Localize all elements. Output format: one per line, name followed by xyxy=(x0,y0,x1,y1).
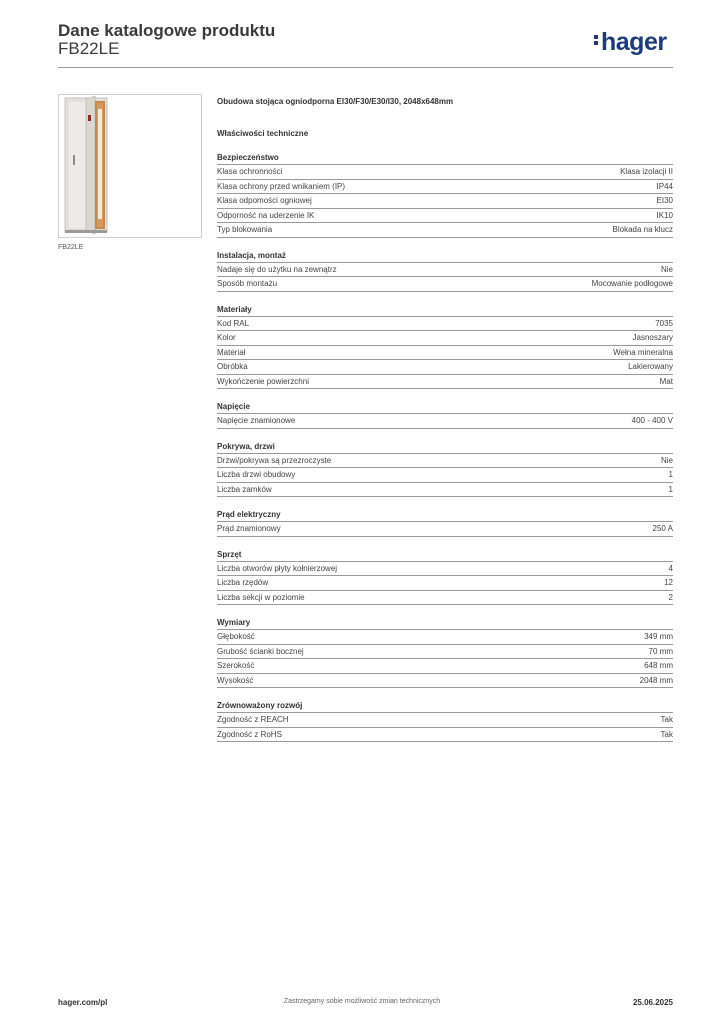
spec-row xyxy=(217,483,673,498)
spec-group-title: Prąd elektryczny xyxy=(217,509,673,522)
spec-row xyxy=(217,263,673,278)
spec-value: Nie xyxy=(660,264,673,274)
spec-label: Zgodność z RoHS xyxy=(217,729,282,739)
spec-row xyxy=(217,674,673,689)
spec-label: Szerokość xyxy=(217,661,255,670)
section-title: Właściwości techniczne xyxy=(217,129,309,138)
spec-label: Klasa ochronności xyxy=(217,167,283,176)
spec-value: Klasa izolacji II xyxy=(620,167,673,176)
spec-row xyxy=(217,165,673,180)
spec-row xyxy=(217,194,673,209)
product-code: FB22LE xyxy=(58,39,120,58)
spec-group-title: Napięcie xyxy=(217,401,673,414)
spec-row xyxy=(217,209,673,224)
spec-row xyxy=(217,659,673,674)
spec-label: Odporność na uderzenie IK xyxy=(217,210,315,220)
spec-group xyxy=(217,441,673,498)
spec-group-title: Materiały xyxy=(217,304,673,317)
footer-url[interactable]: hager.com/pl xyxy=(58,998,108,1007)
footer-note: Zastrzegamy sobie możliwość zmian technicznych xyxy=(283,998,441,1005)
spec-group-title: Wymiary xyxy=(217,617,673,630)
spec-group xyxy=(217,700,673,742)
spec-label: Napięcie znamionowe xyxy=(217,416,296,425)
spec-label: Materiał xyxy=(217,347,246,357)
spec-row xyxy=(217,414,673,429)
spec-label: Nadaje się do użytku na zewnątrz xyxy=(217,264,337,274)
spec-value: 648 mm xyxy=(644,661,673,670)
spec-group xyxy=(217,152,673,238)
spec-row xyxy=(217,728,673,743)
spec-value: 250 A xyxy=(652,524,673,533)
spec-value: Blokada na klucz xyxy=(612,225,673,234)
spec-label: Wykończenie powierzchni xyxy=(217,376,309,386)
spec-label: Prąd znamionowy xyxy=(217,524,281,533)
spec-content xyxy=(217,96,673,742)
spec-label: Typ blokowania xyxy=(217,225,273,234)
spec-label: Wysokość xyxy=(217,675,254,685)
spec-row xyxy=(217,454,673,469)
spec-row xyxy=(217,277,673,292)
spec-row xyxy=(217,645,673,660)
spec-row xyxy=(217,180,673,195)
spec-value: Tak xyxy=(660,715,673,724)
spec-row xyxy=(217,223,673,238)
spec-row xyxy=(217,317,673,332)
spec-value: 7035 xyxy=(655,318,673,328)
image-caption: FB22LE xyxy=(58,244,84,251)
spec-group-title: Zrównoważony rozwój xyxy=(217,700,673,713)
spec-row xyxy=(217,522,673,537)
spec-value: 1 xyxy=(668,484,673,494)
spec-label: Liczba otworów płyty kołnierzowej xyxy=(217,563,338,573)
spec-value: EI30 xyxy=(656,196,673,205)
spec-row xyxy=(217,713,673,728)
spec-row xyxy=(217,468,673,483)
spec-value: 1 xyxy=(668,470,673,479)
spec-row xyxy=(217,375,673,390)
header-divider xyxy=(58,67,673,68)
spec-value: Jasnoszary xyxy=(632,333,673,342)
spec-label: Liczba zamków xyxy=(217,484,272,494)
spec-label: Liczba drzwi obudowy xyxy=(217,470,296,479)
spec-label: Kolor xyxy=(217,333,236,342)
spec-label: Liczba sekcji w poziomie xyxy=(217,592,305,602)
product-image xyxy=(58,94,202,238)
spec-value: 4 xyxy=(668,563,673,573)
spec-value: Wełna mineralna xyxy=(613,347,673,357)
spec-value: 400 - 400 V xyxy=(631,416,673,425)
spec-groups xyxy=(217,152,673,742)
spec-value: Mocowanie podłogowe xyxy=(591,279,673,288)
brand-logo xyxy=(594,30,667,55)
spec-label: Sposób montażu xyxy=(217,279,278,288)
spec-label: Obróbka xyxy=(217,362,248,371)
spec-group xyxy=(217,401,673,429)
spec-value: IP44 xyxy=(656,181,673,191)
spec-value: Lakierowany xyxy=(628,362,673,371)
spec-row xyxy=(217,591,673,606)
spec-group xyxy=(217,617,673,688)
spec-group-title: Pokrywa, drzwi xyxy=(217,441,673,454)
spec-label: Grubość ścianki bocznej xyxy=(217,646,304,656)
spec-group-title: Sprzęt xyxy=(217,549,673,562)
spec-value: 2048 mm xyxy=(639,675,673,685)
page-title: Dane katalogowe produktu xyxy=(58,21,276,40)
product-description: Obudowa stojąca ogniodporna EI30/F30/E30/I30, 2048x648mm xyxy=(217,97,454,106)
spec-value: Mat xyxy=(659,376,673,386)
spec-value: Nie xyxy=(660,455,673,465)
spec-value: 12 xyxy=(664,578,673,587)
spec-row xyxy=(217,360,673,375)
spec-value: 349 mm xyxy=(644,632,673,641)
spec-row xyxy=(217,346,673,361)
spec-row xyxy=(217,576,673,591)
spec-group xyxy=(217,250,673,292)
spec-value: Tak xyxy=(660,729,673,739)
spec-row xyxy=(217,630,673,645)
spec-group xyxy=(217,509,673,537)
spec-group-title: Instalacja, montaż xyxy=(217,250,673,263)
spec-label: Klasa ochrony przed wnikaniem (IP) xyxy=(217,181,346,191)
footer-date: 25.06.2025 xyxy=(632,998,673,1007)
spec-group-title: Bezpieczeństwo xyxy=(217,152,673,165)
spec-row xyxy=(217,331,673,346)
spec-label: Klasa odpomości ogniowej xyxy=(217,196,312,205)
spec-label: Głębokość xyxy=(217,632,255,641)
spec-value: IK10 xyxy=(656,210,673,220)
spec-row xyxy=(217,562,673,577)
spec-group xyxy=(217,304,673,390)
spec-value: 2 xyxy=(668,592,673,602)
logo-dots-icon xyxy=(594,33,600,47)
spec-group xyxy=(217,549,673,606)
spec-label: Liczba rzędów xyxy=(217,578,269,587)
spec-label: Kod RAL xyxy=(217,318,250,328)
cabinet-image-icon xyxy=(59,95,201,237)
brand-name: hager xyxy=(601,28,667,56)
spec-label: Zgodność z REACH xyxy=(217,715,289,724)
spec-value: 70 mm xyxy=(648,646,673,656)
spec-label: Drzwi/pokrywa są przezroczyste xyxy=(217,455,332,465)
